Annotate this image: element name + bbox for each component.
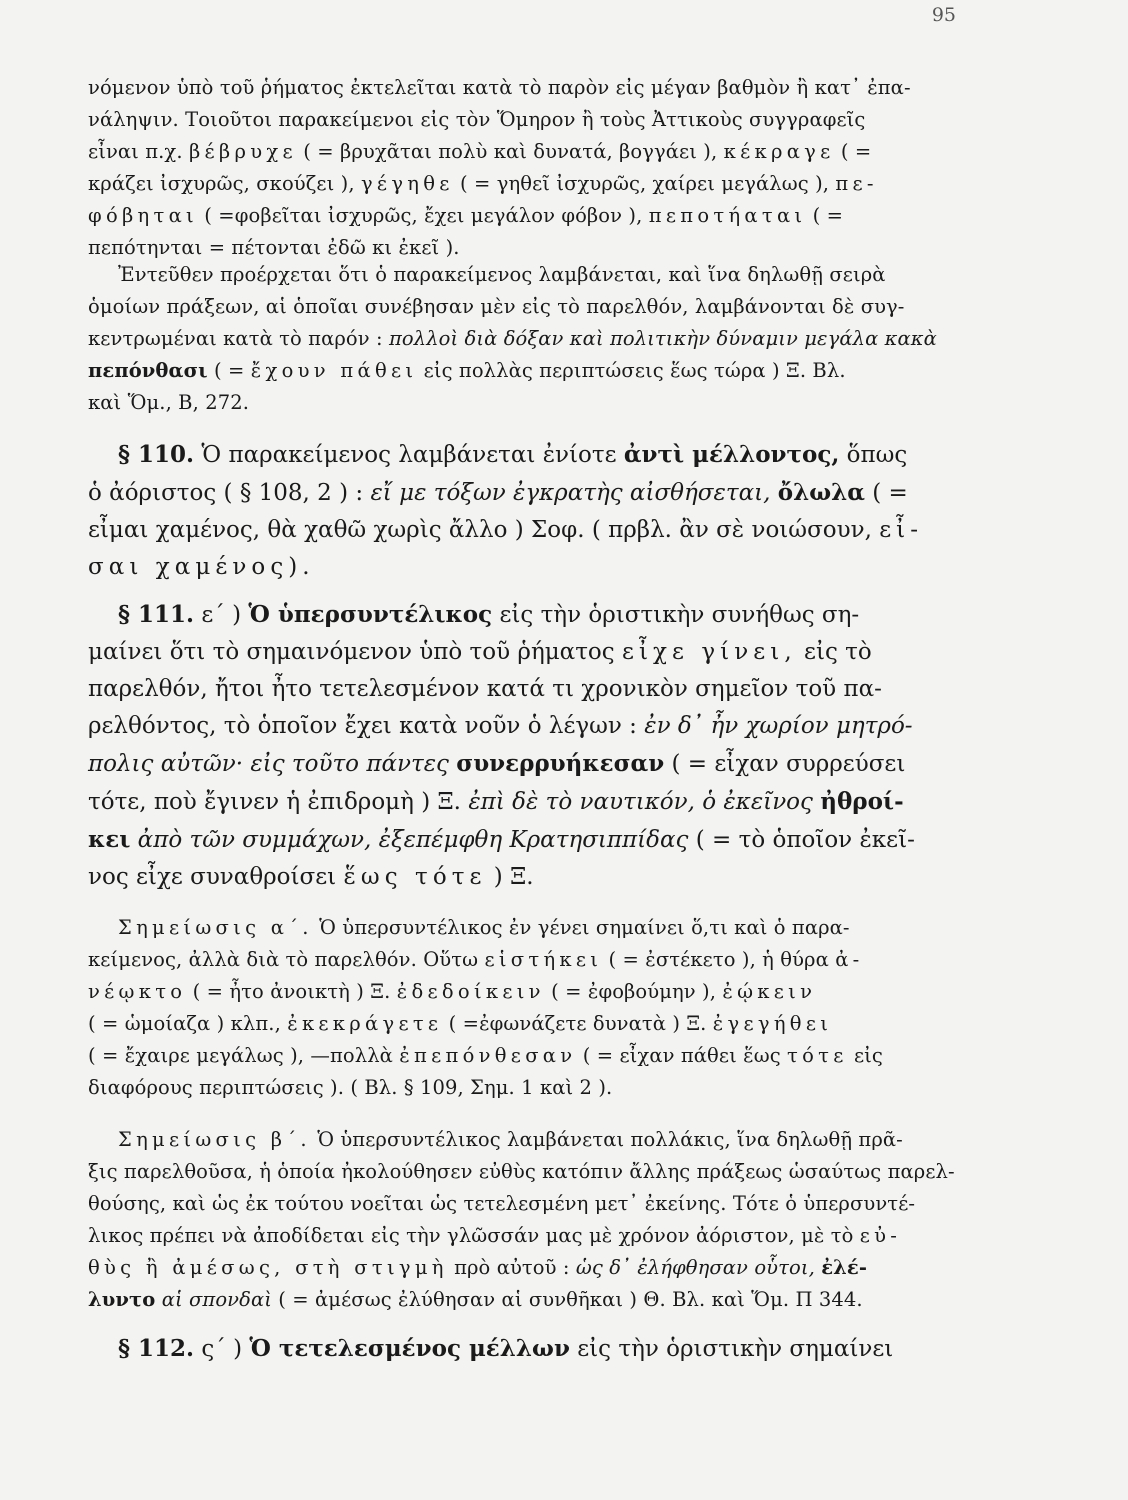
spaced-term: φόβηται: [88, 204, 198, 227]
section-number: § 112.: [118, 1335, 195, 1362]
text-line: [88, 1008, 966, 1040]
section-number: § 111.: [118, 601, 195, 628]
italic-quote: εἴ με τόξων ἐγκρατὴς αἰσθήσεται,: [370, 480, 771, 506]
text-line: [88, 355, 966, 387]
text-line: [88, 1072, 966, 1104]
text-line: [88, 104, 966, 136]
text-line: [88, 200, 966, 232]
text-line: [88, 549, 966, 586]
spaced-term: ἐγεγήθει: [712, 1012, 833, 1035]
spaced-term: ἕως τότε: [343, 864, 487, 890]
text-run: διαφόρους περιπτώσεις ). ( Βλ. § 109, Σημ. 1 καὶ 2 ).: [88, 1076, 613, 1099]
text-run: ὁ ἀόριστος ( § 108, 2 ) :: [88, 480, 364, 506]
text-run: πρὸ αὐτοῦ :: [454, 1256, 570, 1279]
text-run: εἶμαι χαμένος, θὰ χαθῶ χωρὶς ἄλλο ) Σοφ. ( πρβλ. ἂν σὲ νοιώσουν,: [88, 517, 872, 543]
text-run: ξις παρελθοῦσα, ἡ ὁποία ἠκολούθησεν εὐθὺς κατόπιν ἄλλης πράξεως ὡσαύτως παρελ-: [88, 1160, 955, 1183]
text-line: [88, 291, 966, 323]
text-run: ( = εἶχαν συρρεύσει: [671, 751, 906, 777]
note-alpha: [88, 912, 966, 1104]
text-run: ς΄ ): [201, 1336, 243, 1362]
text-run: θούσης, καὶ ὡς ἐκ τούτου νοεῖται ὡς τετελεσμένη μετ᾽ ἐκείνης. Τότε ὁ ὑπερσυντέ-: [88, 1192, 916, 1215]
text-run: ε΄ ): [201, 602, 242, 628]
text-run: εἰς τὴν ὁριστικὴν σημαίνει: [577, 1336, 894, 1362]
text-line: [88, 436, 966, 474]
text-run: ὁμοίων πράξεων, αἱ ὁποῖαι συνέβησαν μὲν εἰς τὸ παρελθόν, λαμβάνονται δὲ συγ-: [88, 295, 905, 318]
text-run: κεντρωμέναι κατὰ τὸ παρόν :: [88, 327, 383, 350]
italic-quote: ἀπὸ τῶν συμμάχων, ἐξεπέμφθη Κρατησιππίδας: [137, 827, 689, 853]
text-run: ρελθόντος, τὸ ὁποῖον ἔχει κατὰ νοῦν ὁ λέγων :: [88, 713, 637, 739]
note-label: Σημείωσις β΄.: [118, 1128, 311, 1151]
text-run: ( = τὸ ὁποῖον ἐκεῖ-: [695, 827, 915, 853]
section-110: [88, 436, 966, 586]
paragraph-perfect-intensive: [88, 72, 966, 264]
text-run: ( =: [840, 140, 872, 163]
bold-term: Ὁ τετελεσμένος μέλλων: [249, 1335, 570, 1362]
italic-quote: αἱ σπονδαὶ: [161, 1288, 272, 1311]
text-run: εἶναι π.χ.: [88, 140, 183, 163]
text-line: [88, 783, 966, 821]
bold-term: ὄλωλα: [777, 479, 865, 506]
text-run: ( = ἦτο ἀνοικτὴ ) Ξ.: [192, 980, 391, 1003]
text-line: [88, 944, 966, 976]
text-line: [88, 976, 966, 1008]
note-beta: [88, 1124, 966, 1316]
bold-term: ἀντὶ μέλλοντος,: [623, 441, 840, 468]
text-run: ( = βρυχᾶται πολὺ καὶ δυνατά, βογγάει ),: [303, 140, 718, 163]
italic-quote: ἐπὶ δὲ τὸ ναυτικόν, ὁ ἐκεῖνος: [468, 789, 813, 815]
spaced-term: εἱστήκει: [484, 948, 603, 971]
text-line: [88, 168, 966, 200]
text-line: [88, 474, 966, 512]
text-run: Ὁ ὑπερσυντέλικος λαμβάνεται πολλάκις, ἵνα δηλωθῇ πρᾶ-: [317, 1128, 903, 1151]
text-run: κράζει ἰσχυρῶς, σκούζει ),: [88, 172, 355, 195]
bold-term: ἠθροί-: [820, 788, 904, 815]
spaced-term: πε-: [835, 172, 878, 195]
text-run: νάληψιν. Τοιοῦτοι παρακείμενοι εἰς τὸν Ὅμηρον ἢ τοὺς Ἀττικοὺς συγγραφεῖς: [88, 108, 866, 131]
text-run: ) Ξ.: [493, 864, 534, 890]
text-run: κείμενος, ἀλλὰ διὰ τὸ παρελθόν. Οὕτω: [88, 948, 479, 971]
text-run: εἰς: [853, 1044, 883, 1067]
text-line: [88, 1040, 966, 1072]
bold-term: Ὁ ὑπερσυντέλικος: [248, 601, 493, 628]
text-run: ( =: [872, 480, 908, 506]
spaced-term: βέβρυχε: [188, 140, 297, 163]
text-line: [88, 859, 966, 896]
spaced-term: ἔχουν πάθει: [250, 359, 418, 382]
text-run: Ἐντεῦθεν προέρχεται ὅτι ὁ παρακείμενος λαμβάνεται, καὶ ἵνα δηλωθῇ σειρὰ: [118, 263, 886, 286]
text-line: [88, 745, 966, 783]
text-line: [88, 821, 966, 859]
spaced-term: ἐῴκειν: [722, 980, 817, 1003]
spaced-term: γέγηθε: [360, 172, 454, 195]
italic-quote: πολις αὐτῶν· εἰς τοῦτο πάντες: [88, 751, 449, 777]
text-run: πεπότηνται = πέτονται ἐδῶ κι ἐκεῖ ).: [88, 236, 460, 259]
text-line: [88, 1124, 966, 1156]
text-line: [88, 1220, 966, 1252]
text-line: [88, 1156, 966, 1188]
text-run: τότε, ποὺ ἔγινεν ἡ ἐπιδρομὴ ) Ξ.: [88, 789, 461, 815]
text-line: [88, 671, 966, 708]
paragraph-series-of-actions: [88, 259, 966, 419]
italic-quote: ὡς δ᾽ ἐλήφθησαν οὗτοι,: [575, 1256, 815, 1279]
text-run: ( =: [812, 204, 844, 227]
text-run: Ὁ ὑπερσυντέλικος ἐν γένει σημαίνει ὅ,τι καὶ ὁ παρα-: [319, 916, 850, 939]
text-line: [88, 1284, 966, 1316]
spaced-term: πεποτήαται: [648, 204, 807, 227]
text-run: νόμενον ὑπὸ τοῦ ῥήματος ἐκτελεῖται κατὰ τὸ παρὸν εἰς μέγαν βαθμὸν ἢ κατ᾽ ἐπα-: [88, 76, 911, 99]
bold-term: λυντο: [88, 1288, 156, 1311]
text-run: ( = ἔχαιρε μεγάλως ), —πολλὰ: [88, 1044, 393, 1067]
spaced-term: ἐκεκράγετε: [287, 1012, 443, 1035]
spaced-term: ἐπεπόνθεσαν: [399, 1044, 577, 1067]
italic-quote: ἐν δ᾽ ἦν χωρίον μητρό-: [644, 713, 913, 739]
spaced-term: τότε: [787, 1044, 848, 1067]
text-line: [88, 136, 966, 168]
text-run: εἰς πολλὰς περιπτώσεις ἕως τώρα ) Ξ. Βλ.: [423, 359, 846, 382]
text-line: [88, 634, 966, 671]
text-line: [88, 708, 966, 745]
text-line: [88, 1188, 966, 1220]
bold-term: πεπόνθασι: [88, 359, 208, 382]
spaced-term: κέκραγε: [723, 140, 835, 163]
text-line: [88, 512, 966, 549]
text-line: [88, 1252, 966, 1284]
spaced-term: εἶχε γίνει,: [621, 639, 797, 665]
text-run: ( = ἐφοβούμην ),: [551, 980, 717, 1003]
note-label: Σημείωσις α΄.: [118, 916, 313, 939]
text-run: ὅπως: [846, 442, 908, 468]
spaced-term: νέῳκτο: [88, 980, 187, 1003]
spaced-term: εὐ-: [859, 1224, 902, 1247]
bold-term: συνερρυήκεσαν: [456, 750, 665, 777]
text-run: ( =: [213, 359, 245, 382]
text-line: [88, 323, 966, 355]
text-run: ( = ἐστέκετο ), ἡ θύρα: [608, 948, 829, 971]
text-run: λικος πρέπει νὰ ἀποδίδεται εἰς τὴν γλῶσσάν μας μὲ χρόνον ἀόριστον, μὲ τὸ: [88, 1224, 854, 1247]
spaced-term: εἶ-: [879, 517, 924, 543]
text-run: ( = ἀμέσως ἐλύθησαν αἱ συνθῆκαι ) Θ. Βλ. καὶ Ὅμ. Π 344.: [278, 1288, 863, 1311]
bold-term: κει: [88, 826, 131, 853]
section-111: [88, 596, 966, 896]
text-run: νος εἶχε συναθροίσει: [88, 864, 337, 890]
text-run: καὶ Ὅμ., Β, 272.: [88, 391, 250, 414]
page-number: 95: [931, 4, 956, 26]
text-run: Ὁ παρακείμενος λαμβάνεται ἐνίοτε: [201, 442, 617, 468]
spaced-term: θὺς ἢ ἀμέσως, στὴ στιγμὴ: [88, 1256, 448, 1279]
spaced-term: ἀ-: [835, 948, 864, 971]
text-run: ( = ὡμοίαζα ) κλπ.,: [88, 1012, 281, 1035]
text-line: [88, 72, 966, 104]
section-number: § 110.: [118, 441, 195, 468]
text-line: [88, 1330, 966, 1368]
text-line: [88, 387, 966, 419]
text-line: [88, 912, 966, 944]
text-run: μαίνει ὅτι τὸ σημαινόμενον ὑπὸ τοῦ ῥήματος: [88, 639, 615, 665]
bold-term: ἐλέ-: [821, 1256, 868, 1279]
text-run: ( =φοβεῖται ἰσχυρῶς, ἔχει μεγάλον φόβον ),: [204, 204, 643, 227]
text-run: εἰς τὴν ὁριστικὴν συνήθως ση-: [499, 602, 860, 628]
text-run: εἰς τὸ: [804, 639, 872, 665]
spaced-term: σαι χαμένος).: [88, 554, 315, 580]
text-run: παρελθόν, ἤτοι ἦτο τετελεσμένον κατά τι χρονικὸν σημεῖον τοῦ πα-: [88, 676, 882, 702]
spaced-term: ἐδεδοίκειν: [396, 980, 545, 1003]
italic-quote: πολλοὶ διὰ δόξαν καὶ πολιτικὴν δύναμιν μεγάλα κακὰ: [389, 327, 937, 350]
section-112: [88, 1330, 966, 1368]
text-run: ( = γηθεῖ ἰσχυρῶς, χαίρει μεγάλως ),: [459, 172, 830, 195]
text-line: [88, 259, 966, 291]
text-run: ( =ἐφωνάζετε δυνατὰ ) Ξ.: [448, 1012, 707, 1035]
text-run: ( = εἶχαν πάθει ἕως: [582, 1044, 781, 1067]
text-line: [88, 596, 966, 634]
